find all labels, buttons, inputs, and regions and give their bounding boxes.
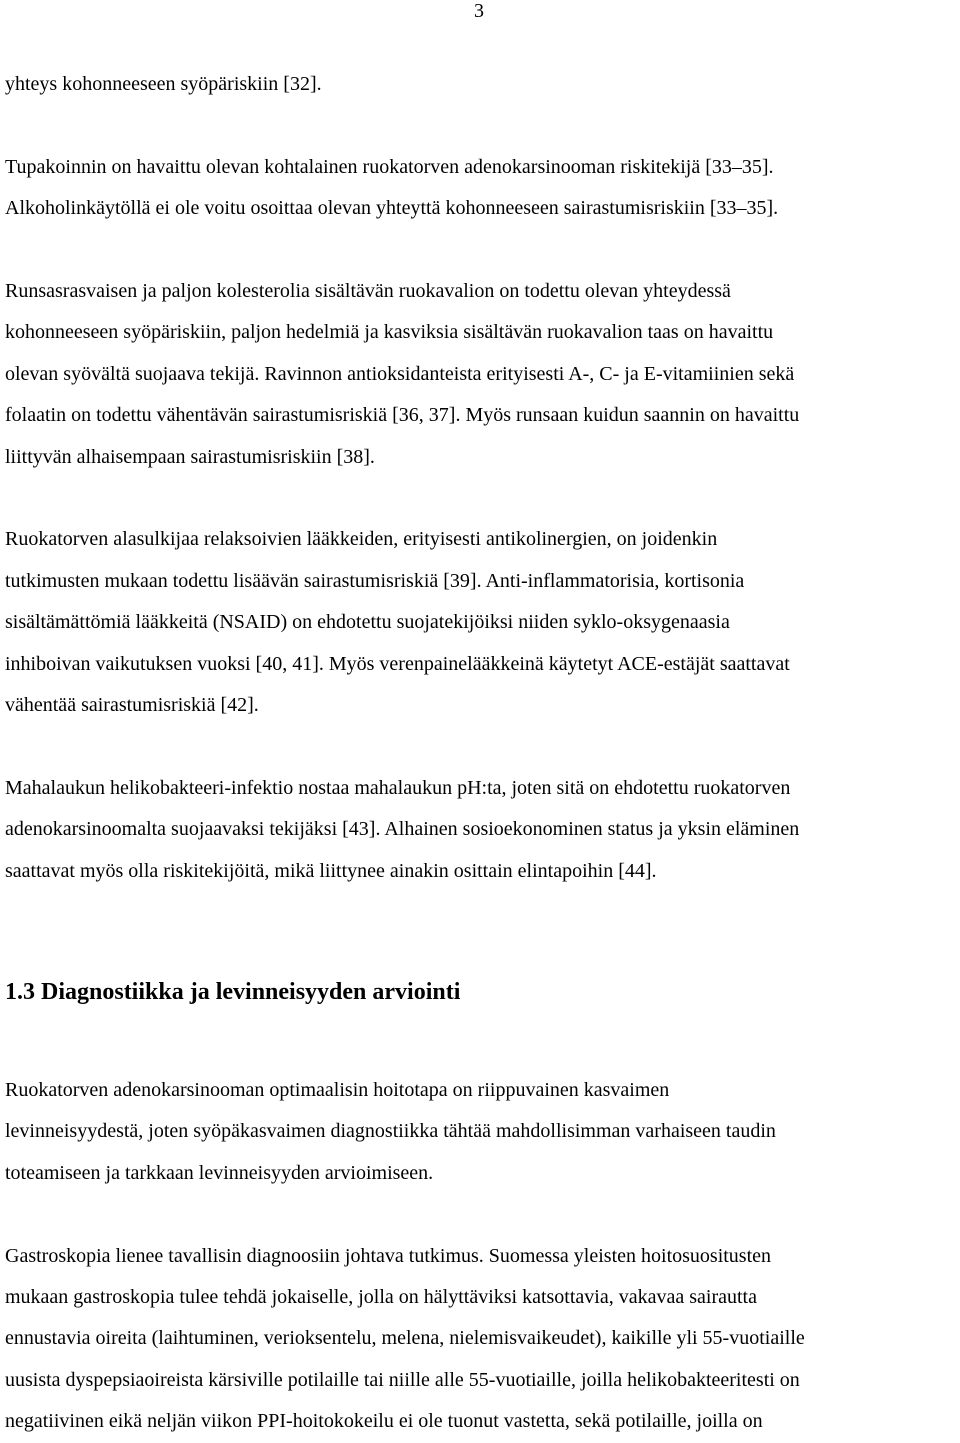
text-line: sisältämättömiä lääkkeitä (NSAID) on ehdotettu suojatekijöiksi niiden syklo-oksygenaasia	[5, 611, 730, 634]
paragraph-7	[5, 1236, 955, 1443]
text-line: liittyvän alhaisempaan sairastumisriskiin [38].	[5, 445, 375, 468]
text-line: adenokarsinoomalta suojaavaksi tekijäksi [43]. Alhainen sosioekonominen status ja yksin eläminen	[5, 818, 800, 841]
text-line: folaatin on todettu vähentävän sairastumisriskiä [36, 37]. Myös runsaan kuidun saannin on havaittu	[5, 404, 800, 427]
text-line: saattavat myös olla riskitekijöitä, mikä liittynee ainakin osittain elintapoihin [44].	[5, 859, 657, 882]
paragraph-1	[5, 64, 955, 105]
section-title: Diagnostiikka ja levinneisyyden arviointi	[41, 979, 461, 1006]
text-line: Mahalaukun helikobakteeri-infektio nostaa mahalaukun pH:ta, joten sitä on ehdotettu ruokatorven	[5, 776, 791, 799]
text-line: yhteys kohonneeseen syöpäriskiin [32].	[5, 73, 322, 95]
text-line: ennustavia oireita (laihtuminen, verioksentelu, melena, nielemisvaikeudet), kaikille yli 55-vuotiaille	[5, 1327, 805, 1350]
page-number: 3	[474, 0, 484, 22]
document-body	[5, 64, 955, 1443]
paragraph-5	[5, 768, 955, 892]
text-line: levinneisyydestä, joten syöpäkasvaimen diagnostiikka tähtää mahdollisimman varhaiseen taudin	[5, 1120, 776, 1143]
text-line: toteamiseen ja tarkkaan levinneisyyden arvioimiseen.	[5, 1161, 434, 1184]
text-line: mukaan gastroskopia tulee tehdä jokaiselle, jolla on hälyttäviksi katsottavia, vakavaa sairautta	[5, 1286, 757, 1309]
text-line: kohonneeseen syöpäriskiin, paljon hedelmiä ja kasviksia sisältävän ruokavalion taas on havaittu	[5, 321, 774, 344]
text-line: Alkoholinkäytöllä ei ole voitu osoittaa olevan yhteyttä kohonneeseen sairastumisriskiin [33–35].	[5, 197, 779, 220]
text-line: Runsasrasvaisen ja paljon kolesterolia sisältävän ruokavalion on todettu olevan yhteydessä	[5, 280, 731, 302]
section-number: 1.3	[5, 979, 35, 1006]
paragraph-4	[5, 519, 955, 726]
text-line: inhiboivan vaikutuksen vuoksi [40, 41]. Myös verenpainelääkkeinä käytetyt ACE-estäjät saattavat	[5, 652, 790, 675]
paragraph-2	[5, 147, 955, 230]
text-line: negatiivinen eikä neljän viikon PPI-hoitokokeilu ei ole tuonut vastetta, sekä potilaille, joilla on	[5, 1410, 763, 1433]
paragraph-6	[5, 1070, 955, 1194]
section-heading	[5, 975, 955, 1009]
text-line: Gastroskopia lienee tavallisin diagnoosiin johtava tutkimus. Suomessa yleisten hoitosuositusten	[5, 1244, 772, 1267]
text-line: Ruokatorven adenokarsinooman optimaalisin hoitotapa on riippuvainen kasvaimen	[5, 1079, 670, 1102]
text-line: Tupakoinnin on havaittu olevan kohtalainen ruokatorven adenokarsinooman riskitekijä [33–35].	[5, 155, 774, 178]
text-line: vähentää sairastumisriskiä [42].	[5, 694, 259, 717]
text-line: Ruokatorven alasulkijaa relaksoivien lääkkeiden, erityisesti antikolinergien, on joidenkin	[5, 528, 718, 551]
text-line: uusista dyspepsiaoireista kärsiville potilaille tai niille alle 55-vuotiaille, joilla helikobakteeritesti on	[5, 1368, 800, 1391]
paragraph-3	[5, 271, 955, 478]
text-line: tutkimusten mukaan todettu lisäävän sairastumisriskiä [39]. Anti-inflammatorisia, kortisonia	[5, 569, 745, 592]
text-line: olevan syövältä suojaava tekijä. Ravinnon antioksidanteista erityisesti A-, C- ja E-vitamiinien sekä	[5, 362, 795, 385]
